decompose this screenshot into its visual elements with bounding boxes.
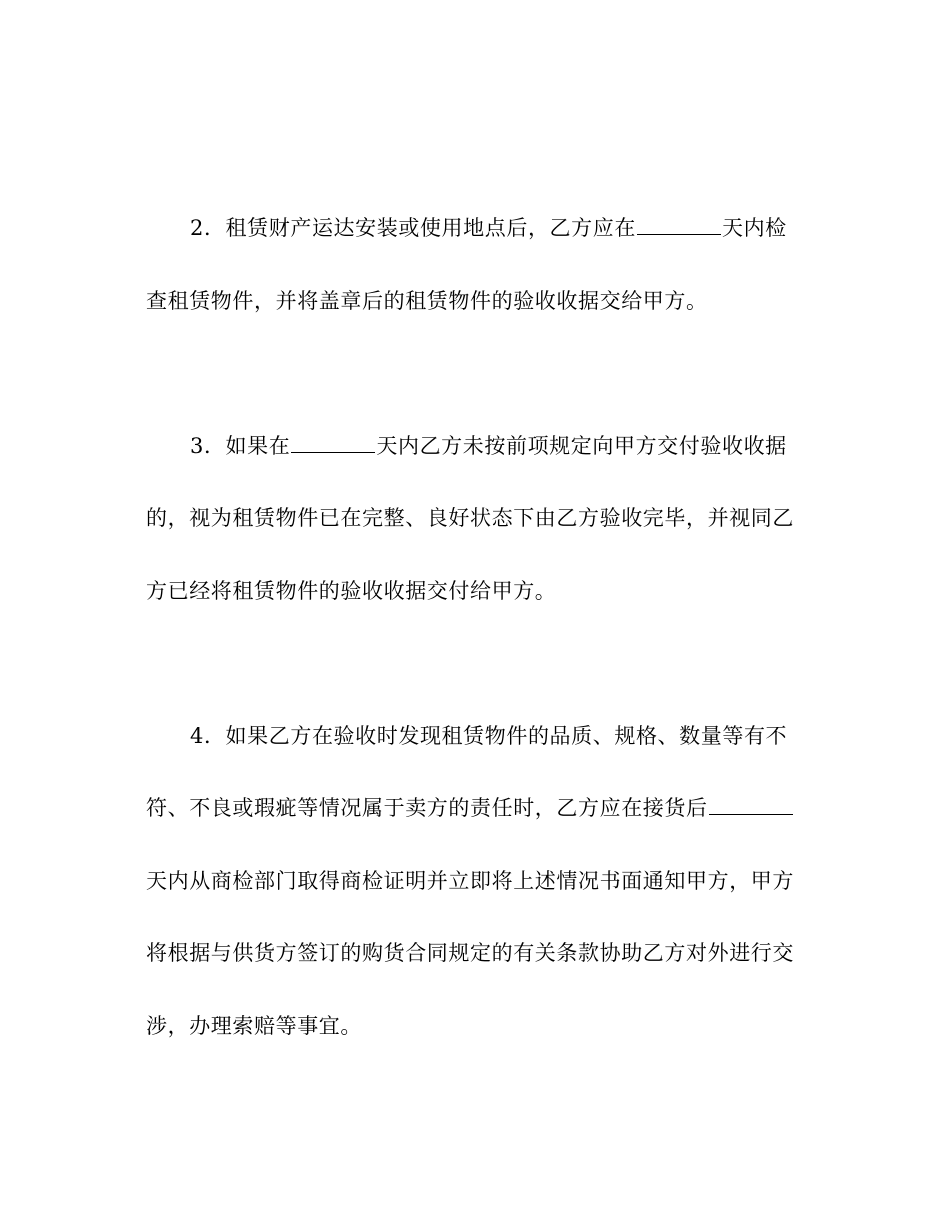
paragraph-4-line-1: 4．如果乙方在验收时发现租赁物件的品质、规格、数量等有不 xyxy=(190,724,788,748)
paragraph-3-line-1 xyxy=(190,432,850,460)
fill-in-blank-days xyxy=(637,214,721,235)
paragraph-3-line-3: 方已经将租赁物件的验收收据交付给甲方。 xyxy=(146,579,557,603)
paragraph-3-text-after-blank: 天内乙方未按前项规定向甲方交付验收收据 xyxy=(376,434,787,458)
paragraph-4-line-4: 将根据与供货方签订的购货合同规定的有关条款协助乙方对外进行交 xyxy=(146,941,794,965)
fill-in-blank-days xyxy=(709,794,793,815)
paragraph-4-line-2 xyxy=(146,794,806,822)
paragraph-4-text-before-blank: 符、不良或瑕疵等情况属于卖方的责任时，乙方应在接货后 xyxy=(146,796,708,820)
paragraph-2-text-before-blank: 2．租赁财产运达安装或使用地点后，乙方应在 xyxy=(190,216,636,240)
paragraph-2-text-after-blank: 天内检 xyxy=(721,216,787,240)
paragraph-3-text-before-blank: 3．如果在 xyxy=(190,434,291,458)
paragraph-3-line-2: 的，视为租赁物件已在完整、良好状态下由乙方验收完毕，并视同乙 xyxy=(146,506,794,530)
paragraph-2-line-1 xyxy=(190,214,850,242)
paragraph-2-line-2: 查租赁物件，并将盖章后的租赁物件的验收收据交给甲方。 xyxy=(146,289,708,313)
paragraph-4-line-3: 天内从商检部门取得商检证明并立即将上述情况书面通知甲方，甲方 xyxy=(146,869,794,893)
fill-in-blank-days xyxy=(291,432,375,453)
paragraph-4-line-5: 涉，办理索赔等事宜。 xyxy=(146,1014,362,1038)
